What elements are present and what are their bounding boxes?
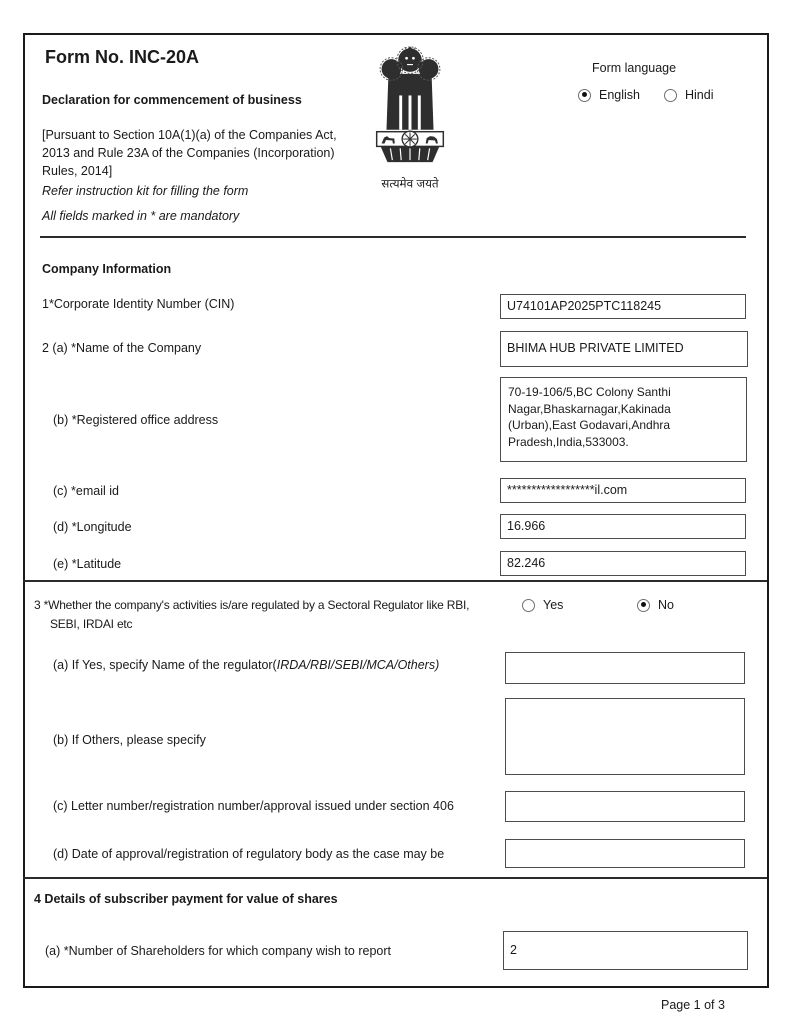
national-emblem-icon bbox=[361, 38, 459, 196]
latitude-field[interactable]: 82.246 bbox=[500, 551, 746, 576]
form-subtitle: Declaration for commencement of business bbox=[42, 93, 302, 107]
others-specify-label: (b) If Others, please specify bbox=[53, 733, 206, 747]
cin-label: 1*Corporate Identity Number (CIN) bbox=[42, 297, 235, 311]
section4-divider bbox=[23, 877, 767, 879]
regulator-question-line1: 3 *Whether the company's activities is/are regulated by a Sectoral Regulator like RBI, bbox=[34, 598, 470, 612]
address-field[interactable]: 70-19-106/5,BC Colony Santhi Nagar,Bhaskarnagar,Kakinada (Urban),East Godavari,Andhra Pradesh,India,533003. bbox=[500, 377, 747, 462]
letter-number-label: (c) Letter number/registration number/approval issued under section 406 bbox=[53, 799, 454, 813]
others-specify-field[interactable] bbox=[505, 698, 745, 775]
company-info-heading: Company Information bbox=[42, 262, 172, 276]
shareholders-label: (a) *Number of Shareholders for which company wish to report bbox=[45, 944, 391, 958]
subscriber-heading: 4 Details of subscriber payment for value of shares bbox=[34, 892, 338, 906]
regulator-name-label-italic: IRDA/RBI/SEBI/MCA/Others) bbox=[276, 658, 440, 672]
page-indicator: Page 1 of 3 bbox=[661, 998, 725, 1012]
radio-english-label: English bbox=[599, 88, 640, 102]
radio-no-label: No bbox=[658, 598, 674, 612]
cin-field[interactable]: U74101AP2025PTC118245 bbox=[500, 294, 746, 319]
regulator-name-label-prefix: (a) If Yes, specify Name of the regulator( bbox=[53, 658, 277, 672]
radio-english[interactable] bbox=[578, 89, 591, 102]
approval-date-field[interactable] bbox=[505, 839, 745, 868]
pursuant-note: [Pursuant to Section 10A(1)(a) of the Companies Act, 2013 and Rule 23A of the Companies (Incorporation) Rules, 2014] bbox=[42, 128, 337, 179]
refer-note: Refer instruction kit for filling the form bbox=[42, 184, 249, 198]
longitude-field[interactable]: 16.966 bbox=[500, 514, 746, 539]
regulated-option-no[interactable] bbox=[637, 598, 674, 612]
form-language-label: Form language bbox=[592, 61, 677, 75]
regulator-name-field[interactable] bbox=[505, 652, 745, 684]
radio-hindi[interactable] bbox=[664, 89, 677, 102]
radio-yes-label: Yes bbox=[543, 598, 564, 612]
regulator-name-label bbox=[53, 658, 439, 672]
header-divider bbox=[40, 236, 746, 238]
letter-number-field[interactable] bbox=[505, 791, 745, 822]
form-title: Form No. INC-20A bbox=[45, 47, 200, 67]
radio-no[interactable] bbox=[637, 599, 650, 612]
radio-yes[interactable] bbox=[522, 599, 535, 612]
longitude-label: (d) *Longitude bbox=[53, 520, 132, 534]
company-name-label: 2 (a) *Name of the Company bbox=[42, 341, 202, 355]
regulated-option-yes[interactable] bbox=[522, 598, 563, 612]
email-field[interactable]: ******************il.com bbox=[500, 478, 746, 503]
emblem-motto: सत्यमेव जयते bbox=[381, 177, 439, 191]
email-label: (c) *email id bbox=[53, 484, 119, 498]
approval-date-label: (d) Date of approval/registration of regulatory body as the case may be bbox=[53, 847, 445, 861]
language-option-english[interactable] bbox=[578, 88, 640, 102]
latitude-label: (e) *Latitude bbox=[53, 557, 122, 571]
radio-hindi-label: Hindi bbox=[685, 88, 714, 102]
shareholders-field[interactable]: 2 bbox=[503, 931, 748, 970]
section3-divider bbox=[23, 580, 767, 582]
mandatory-note: All fields marked in * are mandatory bbox=[42, 209, 240, 223]
company-name-field[interactable]: BHIMA HUB PRIVATE LIMITED bbox=[500, 331, 748, 367]
address-label: (b) *Registered office address bbox=[53, 413, 219, 427]
language-option-hindi[interactable] bbox=[664, 88, 714, 102]
regulator-question-line2: SEBI, IRDAI etc bbox=[50, 617, 133, 631]
